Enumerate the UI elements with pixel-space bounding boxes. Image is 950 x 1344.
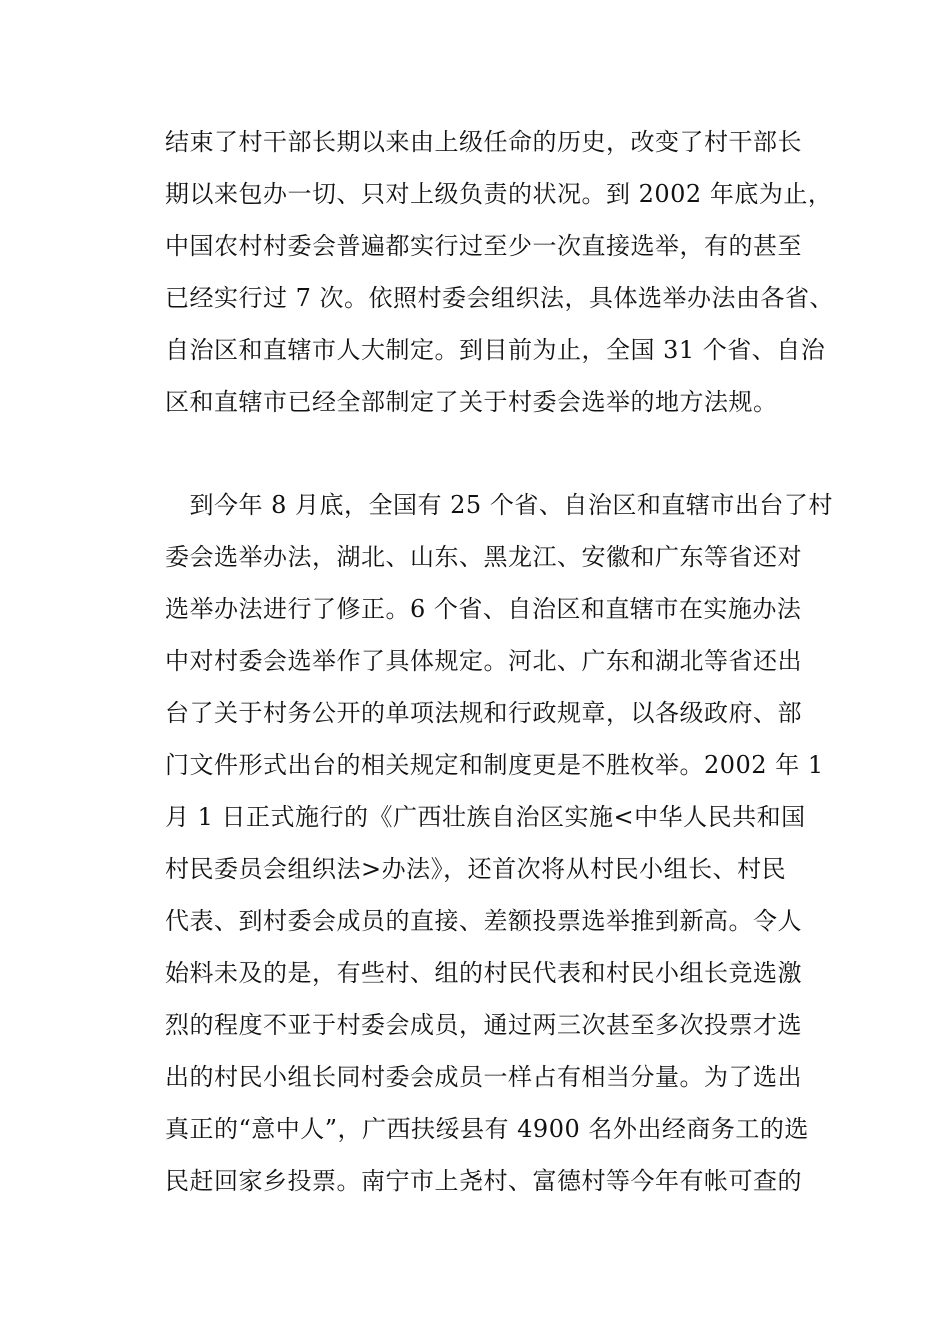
text-line: 区和直辖市已经全部制定了关于村委会选举的地方法规。 [165, 388, 778, 416]
text-line: 委会选举办法，湖北、山东、黑龙江、安徽和广东等省还对 [165, 543, 802, 571]
text-line: 始料未及的是，有些村、组的村民代表和村民小组长竞选激 [165, 959, 802, 987]
text-line: 选举办法进行了修正。6 个省、自治区和直辖市在实施办法 [165, 595, 802, 623]
text-line: 出的村民小组长同村委会成员一样占有相当分量。为了选出 [165, 1063, 802, 1091]
text-line: 门文件形式出台的相关规定和制度更是不胜枚举。2002 年 1 [165, 751, 824, 779]
paragraph-2 [165, 479, 833, 1207]
text-line: 真正的“意中人”，广西扶绥县有 4900 名外出经商务工的选 [165, 1115, 809, 1143]
text-line: 中国农村村委会普遍都实行过至少一次直接选举，有的甚至 [165, 232, 802, 260]
text-line: 结束了村干部长期以来由上级任命的历史，改变了村干部长 [165, 128, 802, 156]
text-line: 已经实行过 7 次。依照村委会组织法，具体选举办法由各省、 [165, 284, 835, 312]
text-line: 期以来包办一切、只对上级负责的状况。到 2002 年底为止， [165, 180, 833, 208]
paragraph-1 [165, 116, 835, 428]
text-line: 村民委员会组织法>办法》，还首次将从村民小组长、村民 [165, 855, 787, 883]
text-line: 代表、到村委会成员的直接、差额投票选举推到新高。令人 [165, 907, 802, 935]
text-line: 月 1 日正式施行的《广西壮族自治区实施<中华人民共和国 [165, 803, 806, 831]
text-line: 民赶回家乡投票。南宁市上尧村、富德村等今年有帐可查的 [165, 1167, 802, 1195]
text-line: 自治区和直辖市人大制定。到目前为止，全国 31 个省、自治 [165, 336, 826, 364]
text-line: 到今年 8 月底，全国有 25 个省、自治区和直辖市出台了村 [165, 491, 833, 519]
text-line: 台了关于村务公开的单项法规和行政规章，以各级政府、部 [165, 699, 802, 727]
text-line: 中对村委会选举作了具体规定。河北、广东和湖北等省还出 [165, 647, 802, 675]
text-line: 烈的程度不亚于村委会成员，通过两三次甚至多次投票才选 [165, 1011, 802, 1039]
